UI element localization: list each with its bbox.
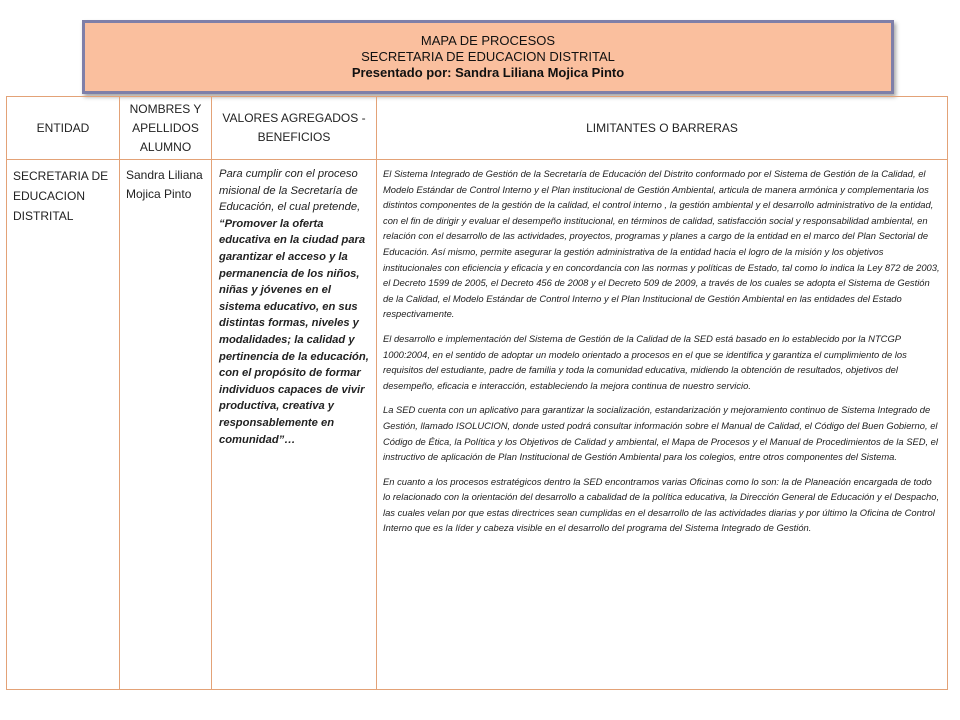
- cell-valores: [212, 160, 377, 690]
- title-line-1: MAPA DE PROCESOS: [420, 33, 556, 48]
- valores-quote: “Promover la oferta educativa en la ciudad para garantizar el acceso y la permanencia de los niños, niñas y jóvenes en el sistema educativo, en sus distintas formas, niveles y modalidades; la calidad y pertinencia de la educación, con el propósito de formar individuos capaces de vivir productiva, creativa y responsablemente en comunidad”…: [219, 217, 369, 446]
- header-entidad: ENTIDAD: [7, 97, 120, 160]
- limitantes-paragraph-3: La SED cuenta con un aplicativo para garantizar la socialización, estandarización y mejoramiento continuo de Sistema Integrado de Gestión, llamado ISOLUCION, donde usted podrá consultar información sobre el Manual de Calidad, el Código del Buen Gobierno, el Código de Ética, la Política y los Objetivos de Calidad y ambiental, el Mapa de Procesos y el Manual de Procedimientos de la SED, el instructivo de aplicación de Plan Institucional de Gestión Ambiental para los colegios, entre otros componentes del Sistema.: [383, 404, 938, 463]
- header-limitantes: LIMITANTES O BARRERAS: [377, 97, 948, 160]
- process-table: [6, 96, 948, 690]
- cell-nombre: Sandra Liliana Mojica Pinto: [120, 160, 212, 690]
- title-line-2: SECRETARIA DE EDUCACION DISTRITAL: [361, 49, 615, 64]
- cell-entidad: SECRETARIA DE EDUCACION DISTRITAL: [7, 160, 120, 690]
- table-header-row: [7, 97, 948, 160]
- valores-lead: Para cumplir con el proceso misional de la Secretaría de Educación, el cual pretende,: [219, 168, 361, 214]
- limitantes-paragraph-2: El desarrollo e implementación del Sistema de Gestión de la Calidad de la SED está basado en lo establecido por la NTCGP 1000:2004, en el sentido de adoptar un modelo orientado a procesos en el que se identifica y garantiza el cumplimiento de los requisitos del estudiante, padre de familia y toda la comunidad educativa, midiendo la obtención de resultados, objetivos del desempeño, eficacia e interacción, estableciendo la mejora continua de nuestro servicio.: [383, 332, 907, 391]
- limitantes-paragraph-4: En cuanto a los procesos estratégicos dentro la SED encontramos varias Oficinas como lo son: la de Planeación encargada de todo lo relacionado con la orientación del desarrollo a cabalidad de la política educativa, la Dirección General de Educación y el Despacho, las cuales velan por que estas directrices sean cumplidas en el desarrollo de las actividades diarias y por último la Oficina de Control Interno que es la líder y cabeza visible en el desarrollo del programa del Sistema Integrado de Gestión.: [383, 475, 940, 534]
- header-valores: VALORES AGREGADOS -BENEFICIOS: [212, 97, 377, 160]
- title-line-3: Presentado por: Sandra Liliana Mojica Pinto: [351, 65, 625, 80]
- limitantes-paragraph-1: El Sistema Integrado de Gestión de la Secretaría de Educación del Distrito conformado por el Sistema de Gestión de la Calidad, el Modelo Estándar de Control Interno y el Plan institucional de Gestión Ambiental, articula de manera armónica y complementaria los distintos componentes de la gestión de la calidad, el control interno , la gestión ambiental y el desarrollo administrativo de la entidad, con el fin de dirigir y evaluar el desempeño institucional, en términos de calidad, satisfacción social y responsabilidad ambiental, en relación con el desarrollo de las actividades, proyectos, programas y planes a cargo de la entidad en el marco del Plan Sectorial de Educación. Así mismo, permite asegurar la gestión administrativa de la entidad hacia el logro de la misión y los objetivos institucionales con eficiencia y eficacia y en concordancia con las normas y políticas de Estado, tal como lo indica la Ley 872 de 2003, el Decreto 1599 de 2005, el Decreto 456 de 2008 y el Decreto 509 de 2009, a través de los cuales se adopta el Sistema de Gestión de la Calidad, el Modelo Estándar de Control Interno y el Plan Institucional de Gestión Ambiental en las entidades del Estado respectivamente.: [383, 168, 940, 320]
- title-banner: [82, 20, 894, 94]
- cell-limitantes: [377, 160, 948, 690]
- header-nombres: NOMBRES Y APELLIDOS ALUMNO: [120, 97, 212, 160]
- table-row: [7, 160, 948, 690]
